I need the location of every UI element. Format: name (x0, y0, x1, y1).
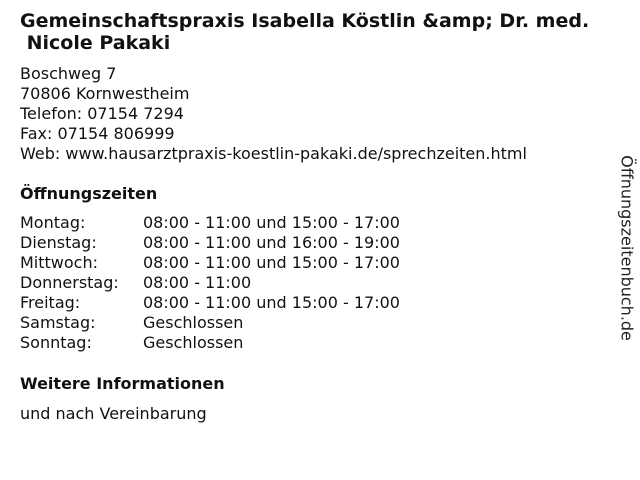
hours-row-tuesday (20, 233, 400, 253)
time-range: 08:00 - 11:00 und 15:00 - 17:00 (143, 213, 400, 232)
day-label: Dienstag: (20, 233, 97, 252)
day-label: Mittwoch: (20, 253, 98, 272)
day-label: Montag: (20, 213, 86, 232)
opening-hours-heading: Öffnungszeiten (20, 184, 158, 203)
time-range: 08:00 - 11:00 und 15:00 - 17:00 (143, 253, 400, 272)
day-label: Samstag: (20, 313, 96, 332)
fax-number: Fax: 07154 806999 (20, 124, 175, 143)
time-range: Geschlossen (143, 313, 244, 332)
opening-hours-table (20, 213, 400, 353)
hours-row-sunday (20, 333, 400, 353)
hours-row-friday (20, 293, 400, 313)
time-range: 08:00 - 11:00 und 15:00 - 17:00 (143, 293, 400, 312)
further-info-heading: Weitere Informationen (20, 374, 225, 393)
further-info-text: und nach Vereinbarung (20, 404, 207, 423)
time-range: 08:00 - 11:00 (143, 273, 252, 292)
street-address: Boschweg 7 (20, 64, 117, 83)
time-range: 08:00 - 11:00 und 16:00 - 19:00 (143, 233, 400, 252)
time-range: Geschlossen (143, 333, 244, 352)
hours-row-monday (20, 213, 400, 233)
address-block (20, 64, 527, 164)
day-label: Freitag: (20, 293, 81, 312)
phone-number: Telefon: 07154 7294 (20, 104, 184, 123)
website-link[interactable]: Web: www.hausarztpraxis-koestlin-pakaki.de/sprechzeiten.html (20, 144, 527, 163)
page-title: Gemeinschaftspraxis Isabella Köstlin &amp; Dr. med. Nicole Pakaki (20, 10, 590, 54)
site-watermark: Öffnungszeitenbuch.de (617, 155, 637, 341)
day-label: Sonntag: (20, 333, 92, 352)
hours-row-thursday (20, 273, 400, 293)
city-postal-code: 70806 Kornwestheim (20, 84, 190, 103)
hours-row-wednesday (20, 253, 400, 273)
hours-row-saturday (20, 313, 400, 333)
day-label: Donnerstag: (20, 273, 119, 292)
